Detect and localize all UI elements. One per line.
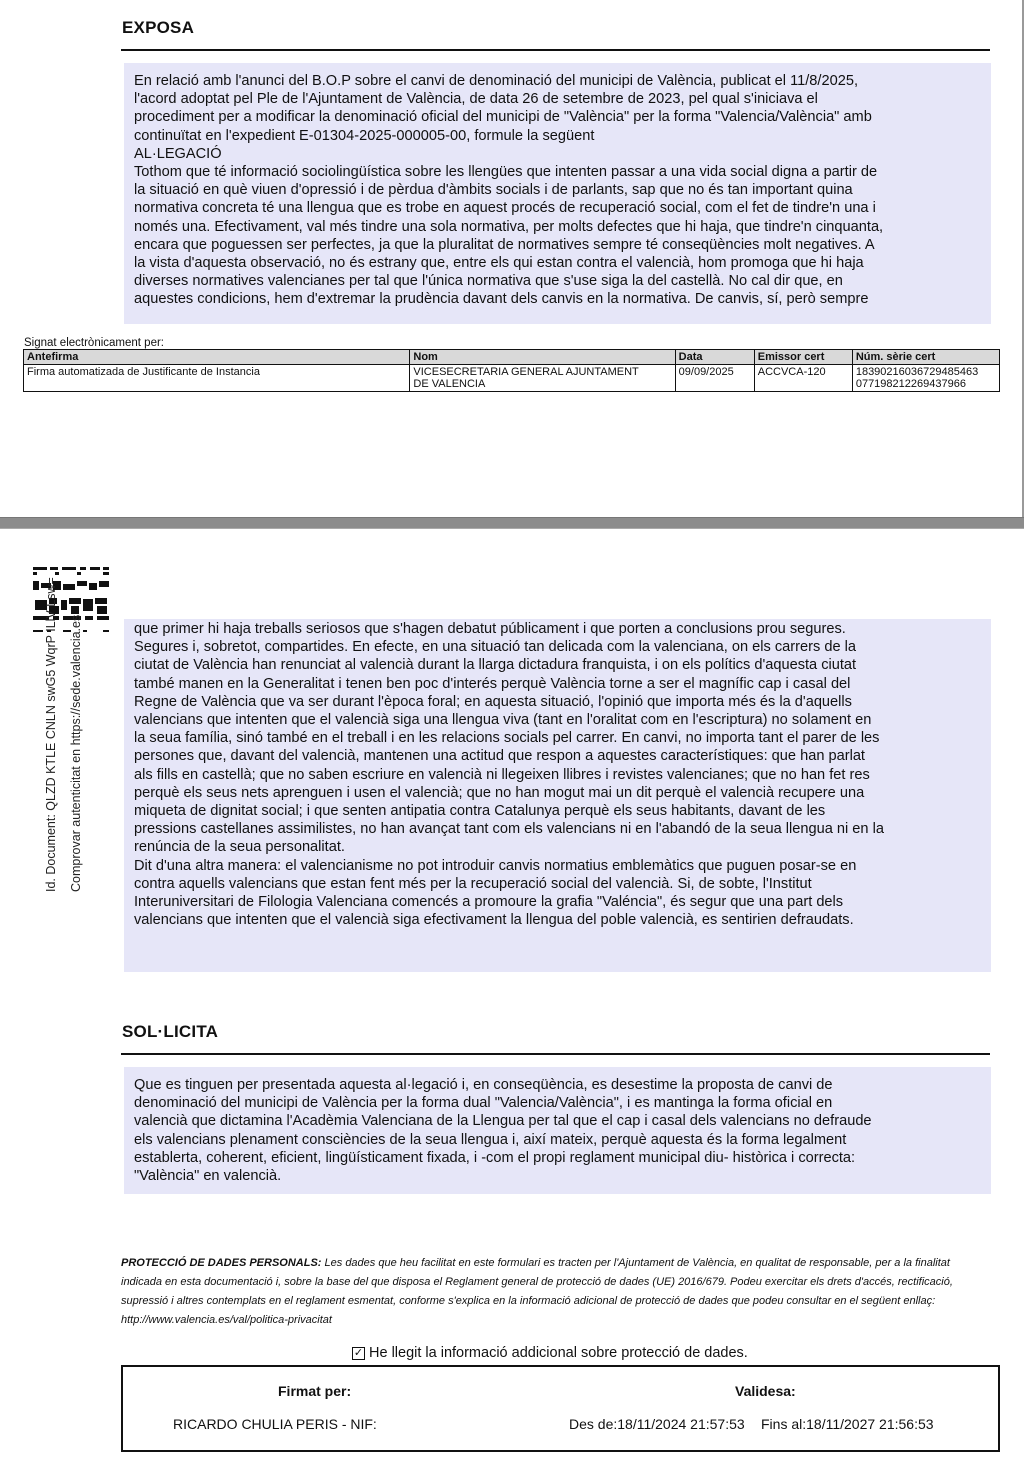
signature-caption: Signat electrònicament per:	[24, 337, 164, 349]
text-line: renúncia de la seua personalitat.	[134, 839, 345, 856]
signature-table-row	[24, 365, 1000, 392]
text-line: la situació en què viuen d'opressió i de pèrdua d'àmbits socials i de parlants, sap que no és tan important quina	[134, 182, 853, 199]
text-line: la seua família, sinó també en el treball i en les relacions socials pel carrer. En canvi, no importa tant el parer de les	[134, 730, 880, 747]
consent-label: He llegit la informació addicional sobre protecció de dades.	[369, 1345, 748, 1361]
firmat-per-label: Firmat per:	[278, 1383, 352, 1399]
text-line: valencians que intenten que el valencià siga efectivament la llengua del poble valencià, es sentirien defraudats.	[134, 912, 854, 929]
header-serie: Núm. sèrie cert	[852, 350, 999, 365]
document-id-text: Id. Document: QLZD KTLE CNLN swG5 WqrP ILlV Lsw=	[44, 577, 58, 892]
text-line: pressions castellanes assimilistes, no han avançat tant com els valencians ni en l'abandó de la seua llengua ni en la	[134, 821, 884, 838]
cell-nom-line2: DE VALENCIA	[413, 378, 486, 390]
text-line: denominació del municipi de València per la forma dual "Valencia/València", i es mantinga la forma oficial en	[134, 1095, 833, 1112]
text-line: ciutat de València han renunciat al valencià durant la llarga dictadura franquista, i on els polítics d'aquesta ciutat	[134, 657, 857, 674]
document-page-1	[0, 0, 1024, 517]
solicita-text-box	[124, 1067, 991, 1194]
text-line: només una. Efectivament, val més tindre una sola normativa, per molts defectes que hi haja, que tindre'n cinquanta,	[134, 218, 884, 235]
text-line: "València" en valencià.	[134, 1168, 282, 1185]
exposa-text-box	[124, 63, 991, 324]
validity-from: Des de:18/11/2024 21:57:53	[569, 1416, 745, 1432]
text-line: Que es tinguen per presentada aquesta al·legació i, en conseqüència, es desestime la proposta de canvi de	[134, 1077, 833, 1093]
text-line: la vista d'aquesta observació, no és estrany que, entre els qui estan contra el valencià, hom promoga que hi haja	[134, 255, 864, 272]
text-line: establerta, coherent, eficient, lingüísticament fixada, i -com el propi reglament municipal diu- històrica i correcta:	[134, 1149, 856, 1166]
privacy-notice	[121, 1254, 981, 1330]
text-line: AL·LEGACIÓ	[134, 145, 222, 162]
document-page-2	[0, 529, 1024, 1478]
header-data: Data	[675, 350, 754, 365]
text-line: perquè els seus nets aprenguen i usen el valencià; que no han mogut mai un dit perquè el valencià recupere una	[134, 784, 865, 801]
text-line: normativa concreta té una llengua que es trobe en aquest procés de recuperació social, com el fet de tindre'n una i	[134, 200, 876, 217]
text-line: també manen en la Generalitat i tenen ben poc d'interés perquè València torne a ser el magnífic cap i casal del	[134, 675, 851, 692]
text-line: que primer hi haja treballs seriosos que s'hagen debatut públicament i que porten a conclusions prou segures.	[134, 621, 846, 637]
solicita-rule	[121, 1053, 990, 1055]
text-line: Interuniversitari de Filologia Valenciana comencés a promoure la grafia "Valéncia", és segur que una part dels	[134, 894, 844, 911]
cell-emissor: ACCVCA-120	[754, 365, 852, 392]
validesa-label: Validesa:	[735, 1383, 796, 1399]
text-line: l'acord adoptat pel Ple de l'Ajuntament de València, de data 26 de setembre de 2023, pel qual s'iniciava el	[134, 91, 818, 108]
exposa-title: EXPOSA	[122, 18, 195, 37]
text-line: Segures i, sobretot, compartides. En efecte, en una situació tan delicada com la valenciana, on els carrers de la	[134, 639, 856, 656]
text-line: Tothom que té informació sociolingüística sobre les llengües que intenten passar a una vida social digna a partir de	[134, 164, 878, 181]
header-nom: Nom	[410, 350, 675, 365]
signer-name: RICARDO CHULIA PERIS - NIF:	[173, 1416, 377, 1432]
text-line: Dit d'una altra manera: el valencianisme no pot introduir canvis normatius emblemàtics que puguen posar-se en	[134, 857, 857, 874]
privacy-text: Les dades que heu facilitat en este formulari es tracten per l'Ajuntament de València, en qualitat de responsable, per a la finalitat indicada en esta documentació i, sobre la base del que disposa el Reglament general de protecció de dades (UE) 2016/679. Podeu exercitar els drets d'accés, rectificació, supressió i altres contemplats en el reglament esmentat, conforme s'explica en la informació adicional de protecció de dades que podeu consultar en el següent enllaç: http://www.valencia.es/val/politica-privacitat	[121, 1257, 953, 1326]
text-line: En relació amb l'anunci del B.O.P sobre el canvi de denominació del municipi de València, publicat el 11/8/2025,	[134, 73, 858, 89]
text-line: als fills en castellà; que no saben escriure en valencià ni llegeixen llibres i revistes valencianes; que no han fet res	[134, 766, 870, 783]
cell-antefirma: Firma automatizada de Justificante de Instancia	[24, 365, 410, 392]
header-antefirma: Antefirma	[24, 350, 410, 365]
text-line: valencià que dictamina l'Acadèmia Valenciana de la Llengua per tal que el cap i casal dels valencians no defraude	[134, 1113, 872, 1130]
header-emissor: Emissor cert	[754, 350, 852, 365]
text-line: valencians que intenten que el valencià siga una llengua viva (tant en l'oralitat com en l'escriptura) no solament en	[134, 712, 872, 729]
exposa-rule	[121, 49, 990, 51]
text-line: procediment per a modificar la denominació oficial del municipi de "València" per la forma "Valencia/València" amb	[134, 109, 872, 126]
page-separator	[0, 517, 1024, 529]
signed-by-box	[121, 1365, 1000, 1452]
consent-checkbox[interactable]: ✓	[353, 1346, 364, 1359]
text-line: continuïtat en l'expedient E-01304-2025-000005-00, formule la següent	[134, 127, 595, 144]
text-line: persones que, davant del valencià, mantenen una actitud que respon a aquestes característiques: que han parlat	[134, 748, 865, 765]
cell-nom	[410, 365, 675, 392]
solicita-title: SOL·LICITA	[122, 1022, 219, 1041]
exposa-text-box-continued	[124, 619, 991, 972]
text-line: aquestes condicions, hem d'extremar la prudència davant dels canvis en la normativa. De canvis, sí, però sempre	[134, 291, 869, 308]
verify-url-text: Comprovar autenticitat en https://sede.valencia.es	[69, 614, 83, 892]
privacy-label: PROTECCIÓ DE DADES PERSONALS:	[121, 1257, 322, 1269]
text-line: contra aquells valencians que estan fent més per la recuperació social del valencià. Si, de sobte, l'Institut	[134, 875, 812, 892]
privacy-consent	[352, 1345, 748, 1361]
text-line: Regne de València que va ser durant l'època foral; en aquesta situació, l'opinió que importa més és la d'aquells	[134, 693, 852, 710]
cell-serie-line2: 077198212269437966	[855, 378, 966, 390]
signature-table	[23, 349, 1000, 392]
cell-serie	[852, 365, 999, 392]
text-line: miqueta de dignitat social; i que senten antipatia contra Catalunya perquè els seus habitants, davant de les	[134, 803, 826, 820]
cell-data: 09/09/2025	[675, 365, 754, 392]
validity-to: Fins al:18/11/2027 21:56:53	[761, 1416, 934, 1432]
text-line: diverses normatives valencianes per tal que l'única normativa que s'use siga la del castellà. No cal dir que, en	[134, 273, 843, 290]
text-line: els valencians plenament consciències de la seua llengua i, així mateix, perquè aquesta és la forma legalment	[134, 1131, 847, 1148]
text-line: encara que poguessen ser perfectes, ja que la pluralitat de normatives sempre té conseqüències molt negatives. A	[134, 236, 875, 253]
cell-nom-line1: VICESECRETARIA GENERAL AJUNTAMENT	[413, 366, 639, 378]
signature-table-header	[24, 350, 1000, 365]
cell-serie-line1: 18390216036729485463	[855, 366, 979, 378]
